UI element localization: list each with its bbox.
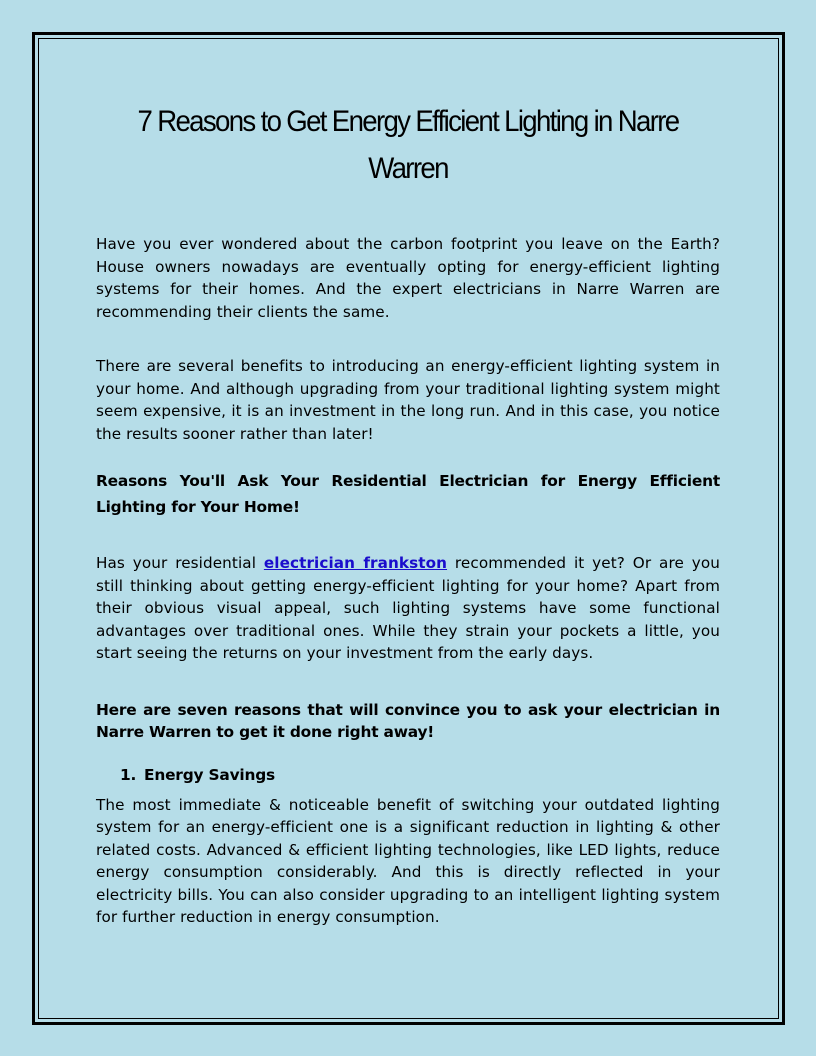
reasons-heading: Reasons You'll Ask Your Residential Electrician for Energy Efficient Lighting for Your Home! — [96, 472, 720, 516]
recommend-text-before: Has your residential — [96, 554, 264, 572]
energy-savings-paragraph: The most immediate & noticeable benefit of switching your outdated lighting system for an energy-efficient one is a significant reduction in lighting & other related costs. Advanced & efficient lighting technologies, like LED lights, reduce energy consumption considerably. And this is directly reflected in your electricity bills. You can also consider upgrading to an intelligent lighting system for further reduction in energy consumption. — [96, 795, 720, 926]
recommend-paragraph — [96, 552, 720, 665]
list-item-number: 1. — [120, 765, 137, 784]
intro-paragraph: Have you ever wondered about the carbon footprint you leave on the Earth? House owners nowadays are eventually opting for energy-efficient lighting systems for their homes. And the expert electricians in Narre Warren are recommending their clients the same. — [96, 235, 720, 321]
electrician-frankston-link[interactable]: electrician frankston — [263, 554, 448, 572]
list-item-label: Energy Savings — [144, 765, 276, 784]
document-body — [96, 98, 720, 929]
list-item-energy-savings — [96, 764, 720, 786]
benefits-paragraph: There are several benefits to introducing an energy-efficient lighting system in your home. And although upgrading from your traditional lighting system might seem expensive, it is an investment in the long run. And in this case, you notice the results sooner rather than later! — [96, 357, 720, 443]
seven-reasons-heading: Here are seven reasons that will convince you to ask your electrician in Narre Warren to get it done right away! — [96, 700, 720, 741]
document-title: 7 Reasons to Get Energy Efficient Lighting in Narre Warren — [137, 105, 679, 185]
recommend-text-after: recommended it yet? Or are you still thinking about getting energy-efficient lighting for your home? Apart from their obvious visual appeal, such lighting systems have some functional advantages over traditional ones. While they strain your pockets a little, you start seeing the returns on your investment from the early days. — [96, 554, 720, 662]
